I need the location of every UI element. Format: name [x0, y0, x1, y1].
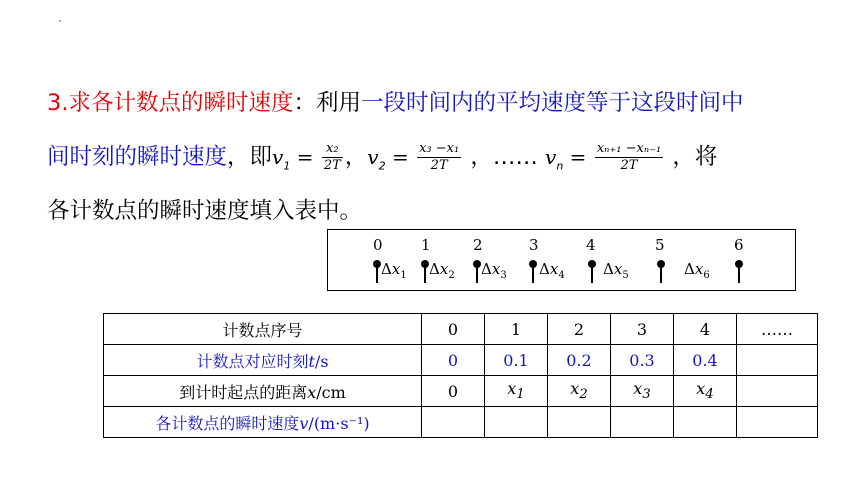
tape-tick-1: 1: [421, 236, 431, 254]
table-cell: 0.1: [485, 345, 548, 376]
segment-var: x: [391, 260, 401, 278]
table-cell: 3: [611, 314, 674, 345]
segment-sub: 3: [500, 270, 507, 281]
tape-tick-2: 2: [473, 236, 483, 254]
delta-symbol: Δ: [603, 260, 614, 278]
delta-symbol: Δ: [381, 260, 392, 278]
vn-symbol: v: [545, 145, 557, 169]
v2-symbol: v: [367, 145, 379, 169]
tape-tick-5: 5: [655, 236, 665, 254]
table-cell: 0: [422, 376, 485, 407]
tape-segment-4: [539, 260, 565, 281]
v1-subscript: 1: [283, 159, 291, 173]
segment-var: x: [613, 260, 623, 278]
fraction-v1: [322, 141, 343, 174]
table-cell: 0: [422, 314, 485, 345]
tape-dot-4: [591, 265, 593, 283]
x-var: x: [633, 379, 643, 399]
separator-2: ，……: [463, 144, 546, 170]
row-label-distance-var: x: [307, 382, 317, 402]
table-cell-x2: [548, 376, 611, 407]
equals-3: =: [563, 145, 593, 169]
table-cell: [674, 407, 737, 438]
v1-symbol: v: [272, 145, 284, 169]
table-row: [104, 345, 818, 376]
equals-1: =: [290, 145, 320, 169]
row-label-time: [104, 345, 422, 376]
tape-segment-2: [429, 260, 455, 281]
table-cell: 0: [422, 345, 485, 376]
tape-dot-5: [660, 265, 662, 283]
x-sub: 4: [705, 387, 714, 403]
step-heading: 3.求各计数点的瞬时速度: [47, 90, 294, 116]
vn-subscript: n: [556, 159, 564, 173]
delta-symbol: Δ: [481, 260, 492, 278]
decorative-dot: [59, 20, 61, 22]
table-cell-x4: [674, 376, 737, 407]
table-cell: ……: [737, 314, 818, 345]
table-row: [104, 407, 818, 438]
segment-sub: 4: [558, 270, 565, 281]
row-label-distance: [104, 376, 422, 407]
tape-segment-5: [603, 260, 629, 281]
row-label-distance-unit: /cm: [316, 382, 346, 402]
tape-tick-3: 3: [529, 236, 539, 254]
segment-var: x: [491, 260, 501, 278]
segment-var: x: [694, 260, 704, 278]
fraction-vn-denominator: 2T: [620, 158, 638, 173]
table-cell: [737, 407, 818, 438]
fraction-v2-denominator: 2T: [430, 158, 448, 173]
row-label-velocity-unit: /(m·s⁻¹): [308, 413, 370, 433]
table-cell: [611, 407, 674, 438]
table-row: [104, 376, 818, 407]
table-cell: [485, 407, 548, 438]
tape-segment-1: [381, 260, 407, 281]
tape-dot-1: [424, 265, 426, 283]
delta-symbol: Δ: [429, 260, 440, 278]
x-var: x: [570, 379, 580, 399]
x-sub: 3: [642, 387, 651, 403]
table-cell: 0.4: [674, 345, 737, 376]
tape-tick-0: 0: [373, 236, 383, 254]
segment-var: x: [549, 260, 559, 278]
tape-dot-6: [738, 265, 740, 283]
row-label-velocity: [104, 407, 422, 438]
tape-tick-4: 4: [586, 236, 596, 254]
paragraph-line-3: 各计数点的瞬时速度填入表中。: [47, 198, 363, 224]
fraction-v1-numerator: x₂: [322, 141, 343, 158]
separator-3: ，将: [665, 144, 718, 170]
tape-segment-3: [481, 260, 507, 281]
fraction-v1-denominator: 2T: [323, 158, 341, 173]
x-var: x: [507, 379, 517, 399]
tape-segment-6: [684, 260, 710, 281]
separator-1: ，: [344, 144, 368, 170]
x-var: x: [696, 379, 706, 399]
table-cell: 2: [548, 314, 611, 345]
x-sub: 1: [516, 387, 525, 403]
fraction-vn: [595, 141, 663, 174]
principle-highlight-2: 间时刻的瞬时速度: [47, 144, 228, 170]
table-cell: [737, 376, 818, 407]
fraction-v2-numerator: x₃ −x₁: [419, 141, 460, 156]
tape-dot-2: [476, 265, 478, 283]
paragraph-line-1: [47, 88, 744, 118]
equals-2: =: [385, 145, 416, 169]
table-cell: 1: [485, 314, 548, 345]
row-label-time-var: t: [308, 351, 315, 371]
row-label-velocity-var: v: [299, 413, 309, 433]
heading-colon: ：利用: [293, 90, 361, 116]
table-cell-x1: [485, 376, 548, 407]
row-label-distance-text: 到计时起点的距离: [179, 382, 308, 402]
table-cell: [737, 345, 818, 376]
tape-tick-6: 6: [734, 236, 744, 254]
ticker-tape-diagram: [327, 229, 796, 291]
delta-symbol: Δ: [684, 260, 695, 278]
row-label-index: 计数点序号: [104, 314, 422, 345]
segment-var: x: [439, 260, 449, 278]
row-label-time-text: 计数点对应时刻: [196, 351, 309, 371]
row-label-time-unit: /s: [314, 351, 329, 371]
table-cell: 0.3: [611, 345, 674, 376]
formula-intro: ，即: [227, 144, 273, 170]
tape-dot-0: [376, 265, 378, 283]
table-cell: [422, 407, 485, 438]
paragraph-line-2: [47, 141, 717, 182]
segment-sub: 5: [622, 270, 629, 281]
table-cell: 4: [674, 314, 737, 345]
v2-subscript: 2: [378, 159, 386, 173]
data-table: [103, 313, 818, 438]
segment-sub: 2: [448, 270, 455, 281]
table-row: [104, 314, 818, 345]
principle-highlight-1: 一段时间内的平均速度等于这段时间中: [360, 90, 744, 116]
table-cell: [548, 407, 611, 438]
row-label-velocity-text: 各计数点的瞬时速度: [155, 413, 300, 433]
x-sub: 2: [579, 387, 588, 403]
fraction-vn-numerator: xₙ₊₁ −xₙ₋₁: [596, 141, 662, 156]
fraction-v2: [417, 141, 461, 174]
table-cell: 0.2: [548, 345, 611, 376]
tape-dot-3: [532, 265, 534, 283]
delta-symbol: Δ: [539, 260, 550, 278]
table-cell-x3: [611, 376, 674, 407]
segment-sub: 1: [400, 270, 407, 281]
segment-sub: 6: [703, 270, 710, 281]
